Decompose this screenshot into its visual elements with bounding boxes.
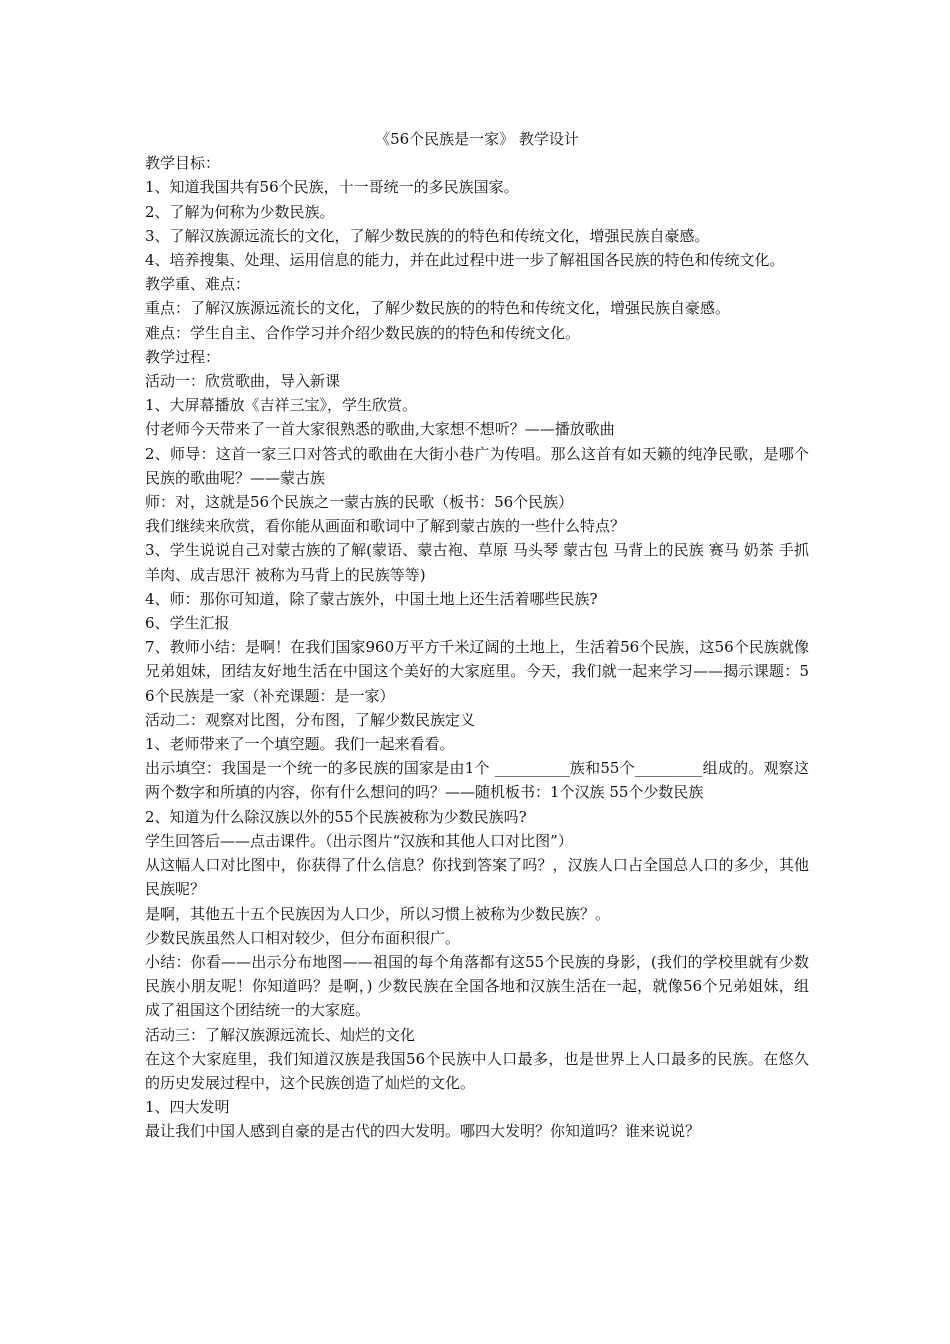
document-body — [145, 127, 809, 1144]
paragraph: 2、师导：这首一家三口对答式的歌曲在大街小巷广为传唱。那么这首有如天籁的纯净民歌，是哪个民族的歌曲呢？——蒙古族 — [145, 444, 809, 487]
paragraph: 难点：学生自主、合作学习并介绍少数民族的的特色和传统文化。 — [145, 323, 581, 342]
paragraph: 3、了解汉族源远流长的文化，了解少数民族的的特色和传统文化，增强民族自豪感。 — [145, 226, 710, 245]
document-title: 《56个民族是一家》 教学设计 — [375, 130, 579, 148]
paragraph: 我们继续来欣赏，看你能从画面和歌词中了解到蒙古族的一些什么特点？ — [145, 517, 626, 536]
paragraph: 出示填空：我国是一个统一的多民族的国家是由1个 __________族和55个_________组成的。观察这两个数字和所填的内容，你有什么想问的吗？——随机板书：1个汉族 55个少数民族 — [145, 759, 809, 802]
paragraph: 1、老师带来了一个填空题。我们一起来看看。 — [145, 735, 455, 754]
paragraph: 小结：你看——出示分布地图——祖国的每个角落都有这55个民族的身影，(我们的学校里就有少数民族小朋友呢！你知道吗？是啊，) 少数民族在全国各地和汉族生活在一起，就像56个兄弟姐妹，组成了祖国这个团结统一的大家庭。 — [145, 952, 809, 1020]
paragraph: 6、学生汇报 — [145, 614, 230, 633]
paragraph: 4、培养搜集、处理、运用信息的能力，并在此过程中进一步了解祖国各民族的特色和传统文化。 — [145, 251, 785, 270]
paragraph: 师：对，这就是56个民族之一蒙古族的民歌（板书：56个民族） — [145, 493, 574, 512]
activity-heading: 活动二：观察对比图，分布图，了解少数民族定义 — [145, 710, 476, 729]
paragraph: 2、了解为何称为少数民族。 — [145, 202, 335, 221]
paragraph: 是啊，其他五十五个民族因为人口少，所以习惯上被称为少数民族？。 — [145, 904, 611, 923]
paragraph: 少数民族虽然人口相对较少，但分布面积很广。 — [145, 928, 461, 947]
section-heading: 教学目标： — [145, 154, 221, 173]
activity-heading: 活动一：欣赏歌曲，导入新课 — [145, 372, 341, 391]
paragraph: 从这幅人口对比图中，你获得了什么信息？你找到答案了吗？，汉族人口占全国总人口的多少，其他民族呢？ — [145, 856, 809, 899]
section-heading: 教学重、难点： — [145, 275, 251, 294]
paragraph: 2、知道为什么除汉族以外的55个民族被称为少数民族吗? — [145, 807, 527, 826]
paragraph: 1、四大发明 — [145, 1098, 230, 1117]
paragraph: 在这个大家庭里，我们知道汉族是我国56个民族中人口最多，也是世界上人口最多的民族。在悠久的历史发展过程中，这个民族创造了灿烂的文化。 — [145, 1049, 809, 1092]
section-heading: 教学过程： — [145, 347, 221, 366]
paragraph: 重点：了解汉族源远流长的文化，了解少数民族的的特色和传统文化，增强民族自豪感。 — [145, 299, 731, 318]
paragraph: 4、师：那你可知道，除了蒙古族外，中国土地上还生活着哪些民族? — [145, 589, 598, 608]
paragraph: 3、学生说说自己对蒙古族的了解(蒙语、蒙古袍、草原 马头琴 蒙古包 马背上的民族 赛马 奶茶 手抓羊肉、成吉思汗 被称为马背上的民族等等) — [145, 541, 809, 584]
paragraph: 1、大屏幕播放《吉祥三宝》，学生欣赏。 — [145, 396, 418, 415]
activity-heading: 活动三：了解汉族源远流长、灿烂的文化 — [145, 1025, 416, 1044]
paragraph: 学生回答后——点击课件。（出示图片“汉族和其他人口对比图”） — [145, 831, 573, 850]
paragraph: 最让我们中国人感到自豪的是古代的四大发明。哪四大发明？你知道吗？谁来说说？ — [145, 1122, 701, 1141]
paragraph: 1、知道我国共有56个民族，十一哥统一的多民族国家。 — [145, 178, 519, 197]
paragraph: 付老师今天带来了一首大家很熟悉的歌曲,大家想不想听？——播放歌曲 — [145, 420, 615, 439]
paragraph: 7、教师小结：是啊！在我们国家960万平方千米辽阔的土地上，生活着56个民族，这56个民族就像兄弟姐妹，团结友好地生活在中国这个美好的大家庭里。今天，我们就一起来学习——揭示课题：56个民族是一家（补充课题：是一家） — [145, 638, 809, 705]
